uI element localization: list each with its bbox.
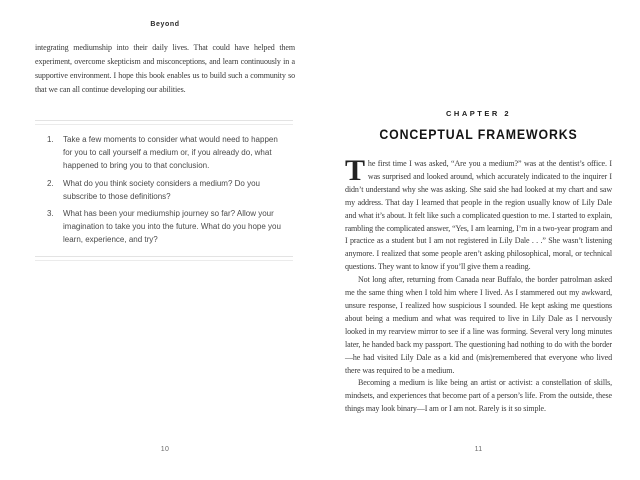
paragraph-2: Not long after, returning from Canada near Buffalo, the border patrolman asked me the same thing when I told him where I lived. As I stammered out my awkward, unsure response, I realized how suspicious I sounded. He kept asking me questions about being a medium and what was required to live in Lily Dale as I nervously looked in my rearview mirror to see if a line was forming. Several very long minutes later, he handed back my passport. The questioning had nothing to do with the border—he had visited Lily Dale as a kid and (mis)remembered that everyone who lived there was required to be a medium. (345, 275, 612, 375)
paragraph-1 (345, 154, 612, 274)
list-item (47, 207, 293, 247)
paragraph-1-text: he first time I was asked, “Are you a medium?” was at the dentist’s office. I was surprised and looked around, which accurately indicated to the inquirer I didn’t understand why she was asking. She said she had looked at my chart and saw my address. That day I learned that people in the region usually know of Lily Dale and what it’s about. It felt like such a complicated question to me. I started to explain, rambling the complicated answer, “Yes, I am learning, I’m in a two-year program and I practice as a student but I am not registered in Lily Dale . . .” She wasn’t listening anymore. I realized that some people aren’t asking philosophical, moral, or technical questions. They want to know if you’ll give them a reading. (345, 159, 612, 272)
bottom-rule (35, 256, 293, 261)
exercise-block (35, 120, 293, 261)
page-number-right: 11 (474, 446, 483, 453)
paragraph-3: Becoming a medium is like being an artist or activist: a constellation of skills, mindsets, and experiences that become part of a person’s life. From the outside, these things may look binary—I am or I am not. Rarely is it so simple. (345, 378, 612, 414)
chapter-label: CHAPTER 2 (445, 109, 511, 118)
right-page (320, 0, 640, 480)
item-text: What has been your mediumship journey so far? Allow your imagination to take you into the future. What do you hope you learn, experience, and try? (63, 209, 281, 245)
list-item (47, 133, 293, 173)
item-number: 1. (47, 135, 54, 144)
chapter-body (345, 154, 612, 416)
drop-cap: T (345, 154, 365, 187)
chapter-title: CONCEPTUAL FRAMEWORKS (379, 126, 578, 142)
page-number-left: 10 (160, 446, 170, 453)
item-number: 3. (47, 209, 54, 219)
item-number: 2. (47, 178, 54, 188)
item-text: Take a few moments to consider what would need to happen for you to call yourself a medium or, if you already do, what happened to bring you to that conclusion. (63, 135, 278, 171)
list-item (47, 177, 293, 203)
left-body-paragraph: integrating mediumship into their daily lives. That could have helped them experiment, overcome skepticism and misconceptions, and learn continuously in a supportive environment. I hope this book enables us to build such a community so that we can all continue developing our abilities. (35, 43, 295, 94)
exercise-list (35, 125, 293, 256)
item-text: What do you think society considers a medium? Do you subscribe to those definitions? (63, 178, 260, 201)
running-header: Beyond (150, 21, 180, 28)
